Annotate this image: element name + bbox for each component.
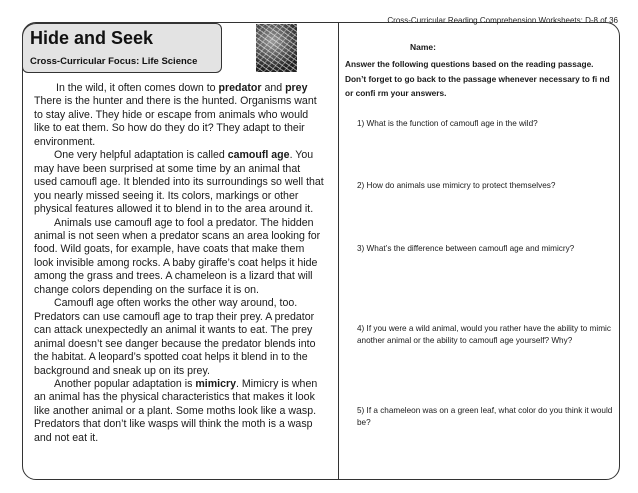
- question-2: 2) How do animals use mimicry to protect themselves?: [357, 181, 556, 190]
- question-5: 5) If a chameleon was on a green leaf, what color do you think it would be?: [357, 406, 613, 427]
- name-field-label: Name:: [410, 42, 436, 52]
- passage-text: . Mimicry is when an animal has the physical characteristics that makes it look like another animal or a plant. Some moths look like a wasp. Predators that don’t like wasps will think the moth is a wasp and not eat it.: [34, 377, 318, 444]
- passage-text: and: [261, 82, 286, 94]
- key-term: predator: [218, 82, 262, 94]
- column-divider: [338, 22, 339, 480]
- passage-text: There is the hunter and there is the hunted. Organisms want to stay alive. They hide or escape from animals who would like to eat them. So how do they do it? They adapt to their environment.: [34, 95, 317, 148]
- instructions: Answer the following questions based on the reading passage. Don’t forget to go back to the passage whenever necessary to fi nd or confi rm your answers.: [345, 59, 610, 98]
- question-3: 3) What’s the difference between camoufl age and mimicry?: [357, 244, 575, 253]
- key-term: prey: [285, 82, 308, 94]
- passage-paragraph: [34, 149, 324, 216]
- worksheet-series-label: Cross-Curricular Reading Comprehension Worksheets: D-8 of 36: [387, 16, 618, 25]
- passage-text: Camoufl age often works the other way around, too. Predators can use camoufl age to trap their prey. A predator can attack unexpectedly an animal it wants to eat. The prey animal doesn’t see danger because the predator blends into the habitat. A leopard’s spotted coat helps it blend in to the background and sneak up on its prey.: [34, 297, 316, 377]
- key-term: mimicry: [195, 377, 236, 390]
- passage-text: Another popular adaptation is: [54, 377, 196, 390]
- passage-text: Animals use camoufl age to fool a predator. The hidden animal is not seen when a predator scans an area looking for food. Wild goats, for example, have coats that make them look invisible among rocks. A baby giraffe’s coat helps it hide among the grass and trees. A chameleon is a lizard that will change colors depending on the surface it is on.: [34, 216, 321, 296]
- reading-passage: [34, 82, 324, 445]
- passage-paragraph: [34, 82, 324, 149]
- question-1: 1) What is the function of camoufl age in the wild?: [357, 119, 538, 128]
- page-title: Hide and Seek: [30, 28, 154, 48]
- passage-text: . You may have been surprised at some time by an animal that used camoufl age. It blended into its surroundings so well that you nearly missed seeing it. Its colors, markings or other physical features allowed it to blend in to the area around it.: [34, 149, 324, 216]
- passage-paragraph: [34, 378, 324, 445]
- passage-paragraph: [34, 297, 324, 378]
- passage-text: In the wild, it often comes down to: [56, 82, 219, 94]
- key-term: camoufl age: [227, 149, 290, 162]
- cross-curricular-focus: Cross-Curricular Focus: Life Science: [30, 56, 198, 67]
- passage-text: One very helpful adaptation is called: [54, 149, 228, 162]
- question-4: 4) If you were a wild animal, would you rather have the ability to mimic another animal or the ability to camoufl age yourself? Why?: [357, 324, 611, 345]
- passage-paragraph: [34, 217, 324, 298]
- camouflaged-animal-photo: [256, 24, 297, 72]
